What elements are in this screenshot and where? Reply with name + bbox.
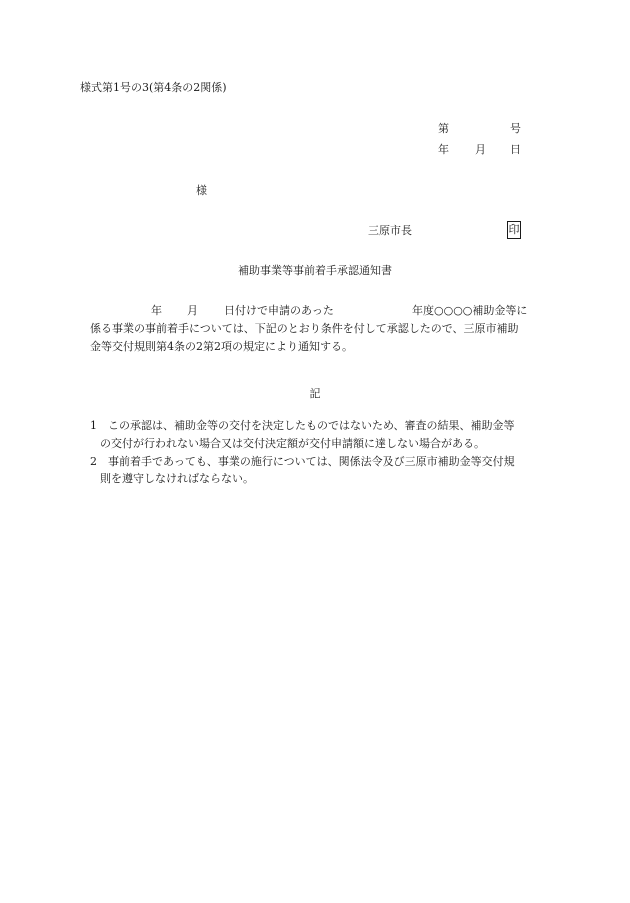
body-line3: 金等交付規則第4条の2第2項の規定により通知する。 <box>90 340 353 353</box>
addressee-suffix: 様 <box>196 184 207 197</box>
doc-number-label: 第 <box>438 122 449 135</box>
condition-1-line1: 1 この承認は、補助金等の交付を決定したものではないため、審査の結果、補助金等 <box>90 419 515 432</box>
doc-number-suffix: 号 <box>510 122 521 135</box>
body-year: 年 <box>151 304 162 317</box>
date-day: 日 <box>510 143 521 156</box>
document-title: 補助事業等事前着手承認通知書 <box>238 264 392 277</box>
seal-stamp-box: 印 <box>507 221 521 239</box>
ki-heading: 記 <box>309 387 321 400</box>
body-line1-text: 日付けで申請のあった <box>224 304 334 317</box>
issuer-title: 三原市長 <box>368 224 412 237</box>
form-number: 様式第1号の3(第4条の2関係) <box>80 81 227 94</box>
date-year: 年 <box>438 143 449 156</box>
date-month: 月 <box>475 143 486 156</box>
condition-2-line2: 則を遵守しなければならない。 <box>100 472 254 485</box>
condition-2-line1: 2 事前着手であっても、事業の施行については、関係法令及び三原市補助金等交付規 <box>90 455 515 468</box>
body-line1-tail: 年度○○○○補助金等に <box>412 304 528 317</box>
body-month: 月 <box>187 304 198 317</box>
condition-1-line2: の交付が行われない場合又は交付決定額が交付申請額に達しない場合がある。 <box>100 437 485 450</box>
body-line2: 係る事業の事前着手については、下記のとおり条件を付して承認したので、三原市補助 <box>90 322 519 335</box>
